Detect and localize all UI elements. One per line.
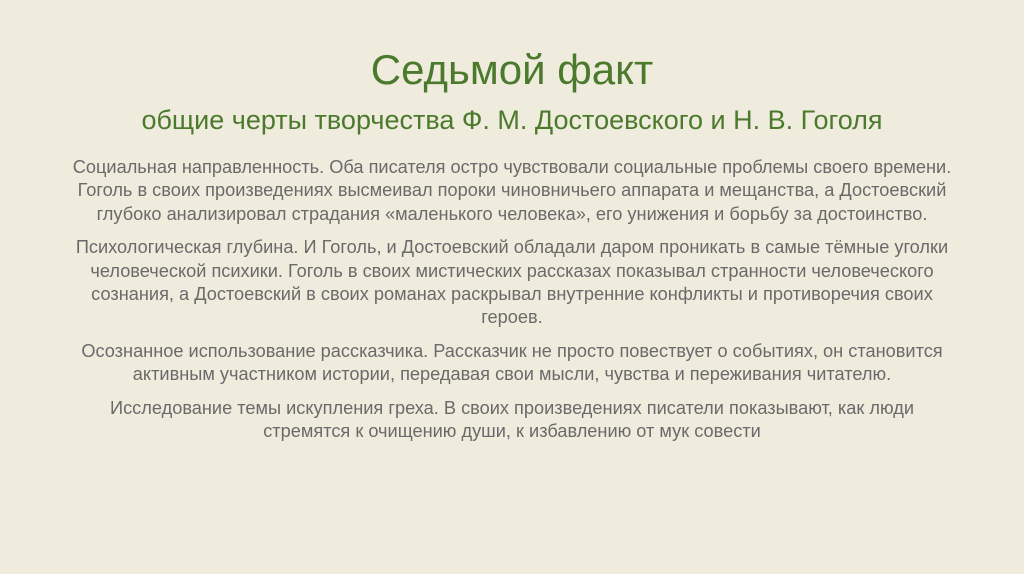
slide-subtitle: общие черты творчества Ф. М. Достоевского и Н. В. Гоголя: [141, 105, 883, 135]
paragraph-social: Социальная направленность. Оба писателя остро чувствовали социальные проблемы своего времени. Гоголь в своих произведениях высмеивал пороки чиновничьего аппарата и мещанства, а Достоевский глубоко анализировал страдания «маленького человека», его унижения и борьбу за достоинство.: [72, 157, 952, 224]
paragraph-narrator: Осознанное использование рассказчика. Рассказчик не просто повествует о событиях, он становится активным участником истории, передавая свои мысли, чувства и переживания читателю.: [81, 340, 943, 385]
paragraph-psychology: Психологическая глубина. И Гоголь, и Достоевский обладали даром проникать в самые тёмные уголки человеческой психики. Гоголь в своих мистических рассказах показывал странности человеческого сознания, а Достоевский в своих романах раскрывал внутренние конфликты и противоречия своих героев.: [75, 237, 949, 328]
slide-title: Седьмой факт: [370, 46, 654, 93]
slide-body: [70, 156, 954, 453]
paragraph-redemption: Исследование темы искупления греха. В своих произведениях писатели показывают, как люди стремятся к очищению души, к избавлению от мук совести: [110, 397, 914, 442]
slide-title-block: [60, 44, 964, 138]
